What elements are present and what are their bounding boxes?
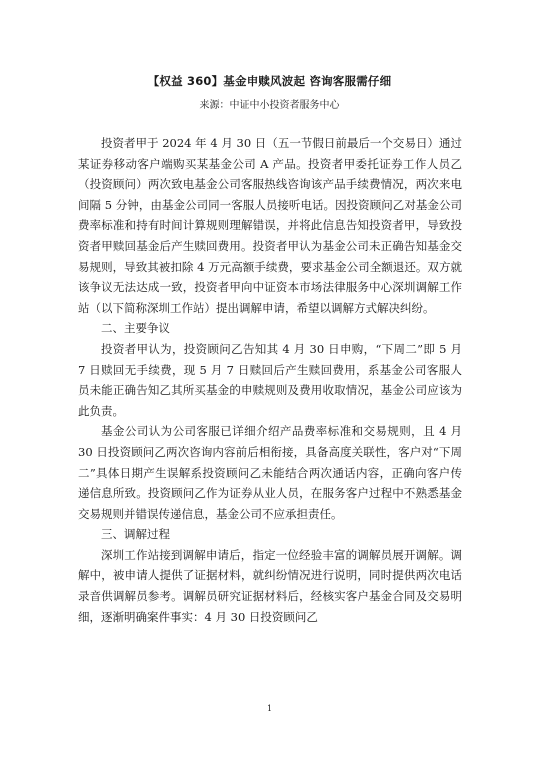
page-number: 1	[266, 704, 273, 713]
document-title: 【权益 360】基金申赎风波起 咨询客服需仔细	[147, 74, 392, 88]
section-heading-disputes: 二、主要争议	[101, 321, 170, 336]
paragraph-fund-company-claim: 基金公司认为公司客服已详细介绍产品费率标准和交易规则，且 4 月 30 日投资顾问乙两次咨询内容前后相衔接，具备高度关联性，客户对“下周二”具体日期产生误解系投资顾问乙未能结合两次通话内容，正确向客户传递信息所致。投资顾问乙作为证券从业人员，在服务客户过程中不熟悉基金交易规则并错误传递信息，基金公司不应承担责任。	[78, 424, 462, 521]
document-body	[78, 133, 462, 627]
paragraph-intro: 投资者甲于 2024 年 4 月 30 日（五一节假日前最后一个交易日）通过某证券移动客户端购买某基金公司 A 产品。投资者甲委托证券工作人员乙（投资顾问）两次致电基金公司客服热线咨询该产品手续费情况，两次来电间隔 5 分钟，由基金公司同一客服人员接听电话。因投资顾问乙对基金公司费率标准和持有时间计算规则理解错误，并将此信息告知投资者甲，导致投资者甲赎回基金后产生赎回费用。投资者甲认为基金公司未正确告知基金交易规则，导致其被扣除 4 万元高额手续费，要求基金公司全额退还。双方就该争议无法达成一致，投资者甲向中证资本市场法律服务中心深圳调解工作站（以下简称深圳工作站）提出调解申请，希望以调解方式解决纠纷。	[78, 136, 462, 315]
paragraph-mediation: 深圳工作站接到调解申请后，指定一位经验丰富的调解员展开调解。调解中，被申请人提供了证据材料，就纠纷情况进行说明，同时提供两次电话录音供调解员参考。调解员研究证据材料后，经核实客户基金合同及交易明细，逐渐明确案件事实：4 月 30 日投资顾问乙	[78, 547, 462, 624]
document-source: 来源：中证中小投资者服务中心	[199, 100, 340, 111]
paragraph-investor-claim: 投资者甲认为，投资顾问乙告知其 4 月 30 日申购，“下周二”即 5 月 7 日赎回无手续费，现 5 月 7 日赎回后产生赎回费用，系基金公司客服人员未能正确告知乙其所买基金的申赎规则及费用收取情况，基金公司应该为此负责。	[78, 341, 462, 418]
section-heading-mediation: 三、调解过程	[101, 527, 170, 542]
